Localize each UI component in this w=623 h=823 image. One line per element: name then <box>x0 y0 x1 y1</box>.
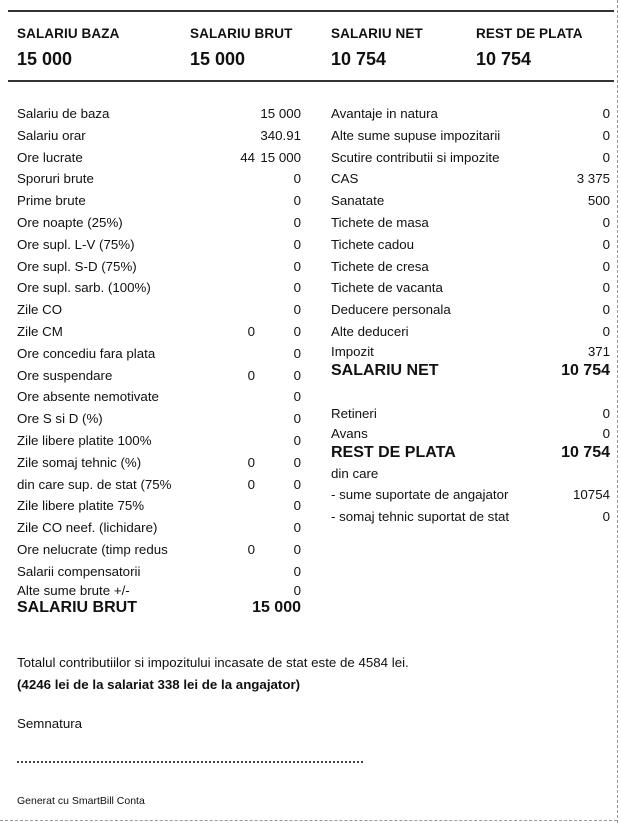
row-label: Sporuri brute <box>17 171 94 187</box>
row-label: Tichete de cresa <box>331 258 429 274</box>
header-salariu-baza <box>17 26 119 70</box>
table-row <box>331 190 611 212</box>
row-value: 0 <box>293 258 301 274</box>
header-rest-de-plata <box>476 26 583 70</box>
header-value: 10 754 <box>476 49 532 69</box>
total-value: 15 000 <box>252 598 301 616</box>
row-label: Zile CO neef. (lichidare) <box>17 520 158 536</box>
table-row <box>331 147 611 169</box>
row-label: Ore concediu fara plata <box>17 345 156 361</box>
table-row <box>331 463 611 485</box>
row-value: 0 <box>293 302 301 318</box>
table-row <box>17 125 303 147</box>
row-value: 0 <box>293 563 301 579</box>
table-row <box>17 147 303 169</box>
row-value: 371 <box>587 343 610 359</box>
row-value: 500 <box>587 193 610 209</box>
row-label: Ore supl. S-D (75%) <box>17 258 137 274</box>
table-row <box>331 125 611 147</box>
row-value: 0 <box>293 541 301 557</box>
row-value: 0 <box>293 476 301 492</box>
page-edge-right <box>617 0 618 823</box>
table-row <box>17 408 303 430</box>
row-value: 0 <box>602 280 610 296</box>
row-value: 0 <box>293 411 301 427</box>
table-row <box>331 277 611 299</box>
row-value: 0 <box>602 149 610 165</box>
table-row <box>17 474 303 496</box>
row-value: 0 <box>602 323 610 339</box>
row-label: Retineri <box>331 405 377 421</box>
header-label: SALARIU BRUT <box>190 26 293 41</box>
row-value: 0 <box>602 405 610 421</box>
spacer <box>331 381 611 403</box>
table-row <box>17 212 303 234</box>
total-value: 10 754 <box>561 443 610 461</box>
summary-line: Totalul contributiilor si impozitului incasate de stat este de 4584 lei. <box>17 655 409 670</box>
row-value: 0 <box>293 498 301 514</box>
summary-breakdown: (4246 lei de la salariat 338 lei de la angajator) <box>17 677 301 692</box>
row-quantity: 0 <box>247 367 255 383</box>
row-value: 0 <box>293 193 301 209</box>
row-value: 0 <box>293 323 301 339</box>
table-row <box>331 321 611 343</box>
header-label: REST DE PLATA <box>476 26 583 41</box>
row-value: 0 <box>602 214 610 230</box>
page-edge-bottom <box>0 820 617 821</box>
row-label: Avantaje in natura <box>331 106 438 121</box>
row-label: - sume suportate de angajator <box>331 487 509 503</box>
header-value: 15 000 <box>17 49 73 69</box>
total-label: SALARIU BRUT <box>17 598 137 616</box>
row-label: Ore S si D (%) <box>17 411 103 427</box>
header-label: SALARIU NET <box>331 26 423 41</box>
deductions-column <box>331 103 611 528</box>
table-row <box>17 561 303 583</box>
row-value: 0 <box>293 280 301 296</box>
header-salariu-net <box>331 26 423 70</box>
footer-generator: Generat cu SmartBill Conta <box>17 795 145 807</box>
row-label: CAS <box>331 171 359 187</box>
salariu-brut-total <box>17 598 303 618</box>
row-label: Ore supl. L-V (75%) <box>17 236 135 252</box>
row-label: Zile libere platite 100% <box>17 432 152 448</box>
row-value: 0 <box>602 258 610 274</box>
total-label: REST DE PLATA <box>331 443 456 461</box>
table-row <box>331 168 611 190</box>
table-row <box>17 365 303 387</box>
table-row <box>17 386 303 408</box>
row-label: Salarii compensatorii <box>17 563 141 579</box>
row-label: din care sup. de stat (75% <box>17 476 172 492</box>
table-row <box>17 234 303 256</box>
table-row <box>331 343 611 361</box>
row-value: 0 <box>293 520 301 536</box>
row-value: 0 <box>293 367 301 383</box>
top-rule <box>8 10 614 12</box>
row-value: 0 <box>293 582 301 598</box>
row-label: Ore lucrate <box>17 149 83 165</box>
table-row <box>17 539 303 561</box>
row-value: 3 375 <box>576 171 610 187</box>
row-label: Zile somaj tehnic (%) <box>17 454 142 470</box>
row-value: 0 <box>602 425 610 441</box>
row-quantity: 0 <box>247 476 255 492</box>
row-label: Sanatate <box>331 193 385 209</box>
row-label: Ore nelucrate (timp redus <box>17 541 168 557</box>
table-row <box>17 256 303 278</box>
row-label: Zile CM <box>17 323 63 339</box>
table-row <box>17 168 303 190</box>
header-divider <box>8 80 614 82</box>
row-label: Zile libere platite 75% <box>17 498 145 514</box>
signature-line <box>17 761 363 763</box>
salariu-net-total <box>331 361 611 381</box>
table-row <box>17 299 303 321</box>
table-row <box>331 403 611 425</box>
table-row <box>17 277 303 299</box>
row-quantity: 0 <box>247 454 255 470</box>
rest-de-plata-total <box>331 443 611 463</box>
row-value: 0 <box>602 127 610 143</box>
row-value: 10754 <box>573 487 610 503</box>
table-row <box>17 343 303 365</box>
row-quantity: 0 <box>247 541 255 557</box>
table-row <box>17 321 303 343</box>
row-value: 0 <box>293 236 301 252</box>
table-row <box>331 212 611 234</box>
table-row <box>17 103 303 125</box>
row-label: Deducere personala <box>331 302 451 318</box>
row-label: Ore supl. sarb. (100%) <box>17 280 151 296</box>
table-row <box>17 517 303 539</box>
signature-label: Semnatura <box>17 716 83 731</box>
row-value: 0 <box>293 432 301 448</box>
table-row <box>331 299 611 321</box>
row-value: 15 000 <box>260 106 301 121</box>
row-value: 0 <box>602 509 610 525</box>
header-value: 15 000 <box>190 49 246 69</box>
row-label: din care <box>331 465 379 481</box>
row-value: 0 <box>293 214 301 230</box>
row-value: 15 000 <box>260 149 301 165</box>
table-row <box>331 234 611 256</box>
row-label: Ore noapte (25%) <box>17 214 123 230</box>
row-label: Alte sume supuse impozitarii <box>331 127 501 143</box>
row-value: 0 <box>293 454 301 470</box>
table-row <box>17 583 303 598</box>
header-salariu-brut <box>190 26 292 70</box>
row-label: Alte deduceri <box>331 323 409 339</box>
row-label: Ore suspendare <box>17 367 113 383</box>
row-label: Scutire contributii si impozite <box>331 149 500 165</box>
row-label: Zile CO <box>17 302 63 318</box>
row-label: Impozit <box>331 343 374 359</box>
row-value: 340.91 <box>260 127 301 143</box>
row-quantity: 44 <box>240 149 255 165</box>
header-label: SALARIU BAZA <box>17 26 120 41</box>
row-label: Salariu orar <box>17 127 86 143</box>
header-value: 10 754 <box>331 49 387 69</box>
table-row <box>331 506 611 528</box>
row-value: 0 <box>602 302 610 318</box>
row-value: 0 <box>293 389 301 405</box>
row-label: Tichete de masa <box>331 214 429 230</box>
table-row <box>17 495 303 517</box>
row-quantity: 0 <box>247 323 255 339</box>
table-row <box>17 452 303 474</box>
table-row <box>331 103 611 125</box>
row-label: Salariu de baza <box>17 106 110 121</box>
table-row <box>331 484 611 506</box>
row-label: Alte sume brute +/- <box>17 582 130 598</box>
table-row <box>17 190 303 212</box>
row-label: Tichete cadou <box>331 236 415 252</box>
row-value: 0 <box>602 236 610 252</box>
total-value: 10 754 <box>561 361 610 379</box>
row-value: 0 <box>293 171 301 187</box>
row-label: - somaj tehnic suportat de stat <box>331 509 510 525</box>
row-label: Prime brute <box>17 193 86 209</box>
table-row <box>331 256 611 278</box>
gross-column <box>17 103 303 618</box>
table-row <box>331 425 611 443</box>
total-label: SALARIU NET <box>331 361 439 379</box>
row-value: 0 <box>293 345 301 361</box>
contributions-summary <box>17 652 409 696</box>
row-label: Ore absente nemotivate <box>17 389 159 405</box>
row-value: 0 <box>602 106 610 121</box>
row-label: Avans <box>331 425 368 441</box>
row-label: Tichete de vacanta <box>331 280 443 296</box>
table-row <box>17 430 303 452</box>
